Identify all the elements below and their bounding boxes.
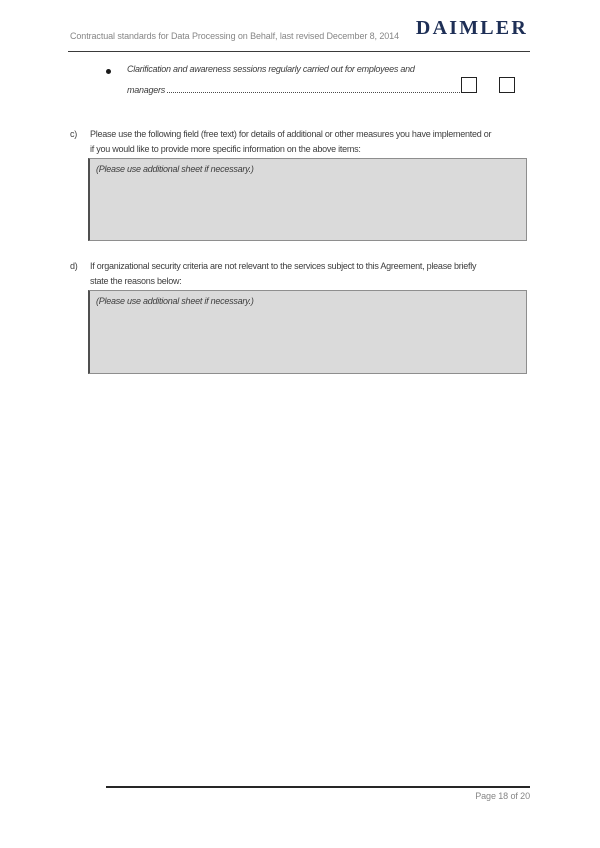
bullet-icon: [106, 69, 111, 74]
section-c-text-line2: if you would like to provide more specific information on the above items:: [90, 144, 361, 154]
section-d-freetext-field[interactable]: [88, 290, 527, 374]
section-c-label: c): [70, 129, 77, 139]
document-header-title: Contractual standards for Data Processing on Behalf, last revised December 8, 2014: [70, 31, 399, 41]
page-number: Page 18 of 20: [475, 791, 530, 801]
footer-rule: [106, 786, 530, 788]
section-c-field-placeholder: (Please use additional sheet if necessary.): [96, 164, 254, 174]
daimler-logo: DAIMLER: [415, 17, 528, 39]
bullet-item-text-continued: managers: [127, 85, 166, 95]
section-c-text-line1: Please use the following field (free text) for details of additional or other measures you have implemented or: [90, 129, 492, 139]
section-d-text-line1: If organizational security criteria are not relevant to the services subject to this Agreement, please briefly: [90, 261, 477, 271]
section-c-freetext-field[interactable]: [88, 158, 527, 241]
section-d-field-placeholder: (Please use additional sheet if necessary.): [96, 296, 254, 306]
bullet-item-text-line2: [127, 83, 461, 96]
section-d-label: d): [70, 261, 78, 271]
bullet-item-text-line1: Clarification and awareness sessions regularly carried out for employees and: [127, 64, 415, 74]
header-rule: [68, 51, 530, 52]
dot-leader: [167, 83, 460, 93]
section-d-text-line2: state the reasons below:: [90, 276, 182, 286]
checkbox-option-2[interactable]: [499, 77, 515, 93]
checkbox-option-1[interactable]: [461, 77, 477, 93]
